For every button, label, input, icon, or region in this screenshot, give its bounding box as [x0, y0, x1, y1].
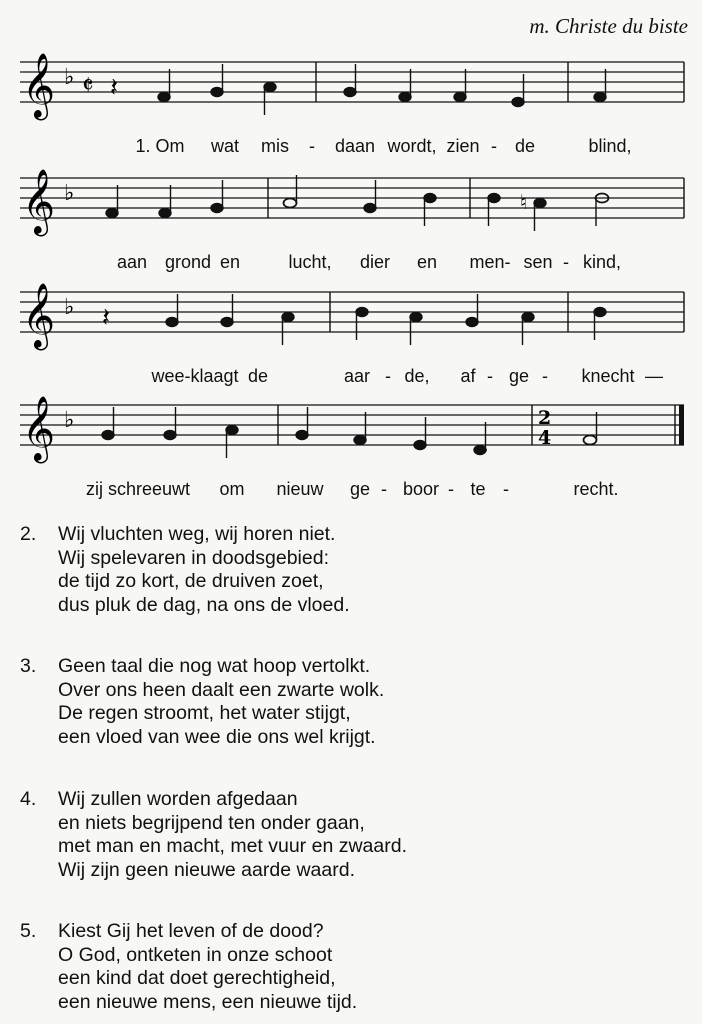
verse-line: Kiest Gij het leven of de dood? — [58, 920, 324, 942]
lyric-syllable: 1. Om — [135, 136, 185, 156]
lyric-syllable: dier — [359, 252, 391, 272]
lyric-syllable: de — [247, 366, 269, 386]
lyric-syllable: te — [470, 479, 486, 499]
lyric-syllable: sen — [523, 252, 553, 272]
lyric-syllable: - — [381, 479, 387, 499]
lyric-syllable: - — [309, 136, 315, 156]
lyric-syllable: wordt, — [387, 136, 437, 156]
time-sig-bottom: 4 — [538, 427, 552, 449]
verse-line: een nieuwe mens, een nieuwe tijd. — [58, 990, 358, 1013]
lyric-syllable: - — [448, 479, 454, 499]
staff-system-2 — [20, 169, 684, 272]
quarter-rest-icon: 𝄽 — [102, 303, 110, 333]
lyric-syllable: nieuw — [276, 479, 324, 499]
flat-icon: ♭ — [64, 181, 75, 206]
flat-icon: ♭ — [64, 408, 75, 433]
lyric-syllable: - — [563, 252, 569, 272]
verse-number: 3. — [20, 655, 37, 677]
lyric-syllable: - — [491, 136, 497, 156]
lyric-syllable: mis — [261, 136, 289, 156]
lyric-syllable: knecht — [581, 366, 635, 386]
verse-number: 4. — [20, 788, 37, 810]
lyric-syllable: zien — [446, 136, 480, 156]
lyric-syllable: kind, — [582, 252, 622, 272]
verse-line: Geen taal die nog wat hoop vertolkt. — [58, 655, 371, 677]
staff-4 — [20, 396, 684, 475]
staff-system-3 — [20, 283, 684, 386]
lyric-syllable: ge — [349, 479, 371, 499]
lyric-syllable: en — [219, 252, 241, 272]
lyric-syllable: men- — [469, 252, 511, 272]
treble-clef-icon: 𝄞 — [22, 396, 56, 461]
verse-line: Wij vluchten weg, wij horen niet. — [58, 523, 336, 545]
lyric-syllable: ge — [508, 366, 530, 386]
lyric-syllable: aar — [343, 366, 371, 386]
verse-line: dus pluk de dag, na ons de vloed. — [58, 593, 350, 616]
verse-line: de tijd zo kort, de druiven zoet, — [58, 570, 324, 592]
verse-line: een kind dat doet gerechtigheid, — [58, 967, 336, 989]
cut-time-icon: 𝄵 — [82, 71, 94, 101]
verse-line: O God, ontketen in onze schoot — [58, 943, 333, 966]
treble-clef-icon: 𝄞 — [22, 53, 56, 118]
lyric-syllable: af — [460, 366, 476, 386]
verse-line: met man en macht, met vuur en zwaard. — [58, 835, 407, 857]
verse-number: 5. — [20, 920, 37, 942]
staff-system-4 — [20, 396, 684, 499]
quarter-rest-icon: 𝄽 — [110, 73, 118, 103]
lyric-syllable: boor — [402, 479, 440, 499]
verse-line: Wij zullen worden afgedaan — [58, 788, 298, 810]
treble-clef-icon: 𝄞 — [22, 169, 56, 234]
flat-icon: ♭ — [64, 295, 75, 320]
lyric-syllable: — — [645, 366, 663, 386]
lyric-syllable: en — [416, 252, 438, 272]
lyric-syllable: wat — [210, 136, 240, 156]
lyric-syllable: - — [385, 366, 391, 386]
staff-1 — [20, 53, 684, 132]
lyric-syllable: de — [514, 136, 536, 156]
lyric-syllable: - — [503, 479, 509, 499]
lyric-syllable: - — [487, 366, 493, 386]
lyric-syllable: zij schreeuwt — [85, 479, 191, 499]
verse-line: een vloed van wee die ons wel krijgt. — [58, 725, 376, 748]
verse-number: 2. — [20, 523, 37, 545]
lyric-syllable: recht. — [573, 479, 619, 499]
lyric-syllable: de, — [404, 366, 430, 386]
attribution: m. Christe du biste — [529, 14, 688, 38]
lyric-syllable: blind, — [588, 136, 632, 156]
lyric-syllable: wee-klaagt — [151, 366, 239, 386]
lyric-syllable: - — [542, 366, 548, 386]
verse-line: Wij zijn geen nieuwe aarde waard. — [58, 858, 355, 881]
staff-system-1 — [20, 53, 684, 156]
verse-line: De regen stroomt, het water stijgt, — [58, 702, 351, 724]
lyric-syllable: lucht, — [288, 252, 332, 272]
lyric-syllable: grond — [164, 252, 212, 272]
staff-2 — [20, 169, 684, 248]
treble-clef-icon: 𝄞 — [22, 283, 56, 348]
lyric-syllable: daan — [334, 136, 376, 156]
flat-icon: ♭ — [64, 65, 75, 90]
lyric-syllable: om — [219, 479, 245, 499]
natural-icon: ♮ — [520, 190, 528, 214]
time-sig-top: 2 — [538, 407, 552, 429]
verse-line: Over ons heen daalt een zwarte wolk. — [58, 678, 385, 701]
staff-3 — [20, 283, 684, 362]
verse-line: en niets begrijpend ten onder gaan, — [58, 811, 365, 834]
lyric-syllable: aan — [116, 252, 148, 272]
verse-line: Wij spelevaren in doodsgebied: — [58, 546, 330, 569]
